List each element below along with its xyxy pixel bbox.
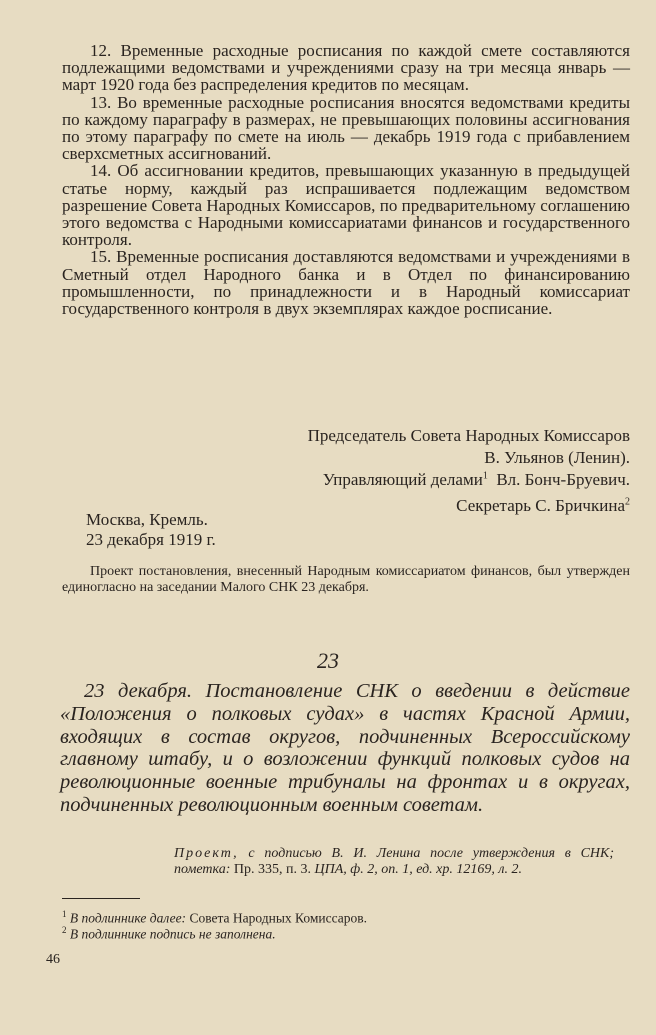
place: Москва, Кремль.: [86, 510, 208, 529]
manager-name: Вл. Бонч-Бруевич.: [496, 470, 630, 489]
source-spaced: Проект,: [174, 846, 239, 861]
footnote-1-text: Совета Народных Комиссаров.: [186, 910, 368, 926]
chairman-name: В. Ульянов (Ленин).: [484, 448, 630, 467]
document-heading: 23 декабря. Постановление СНК о введении в действие «Положения о полковых судах» в частях Красной Армии, входящих в состав округов, подчиненных Всероссийскому главному штабу, и о возложении функций полковых судов на революционные военные трибуналы на фронтах и в округах, подчиненных революционным военным советам.: [60, 680, 630, 816]
footnote-divider: [62, 898, 140, 899]
footnote-ref-2: 2: [625, 496, 630, 508]
manager-line: [323, 470, 630, 490]
paragraph-13: 13. Во временные расходные росписания вносятся ведомствами кредиты по каждому параграфу в размерах, не превышающих половины ассигнования по этому параграфу по смете на июль — декабрь 1919 года с прибавлением сверхсметных ассигнований.: [62, 92, 630, 164]
paragraph-15: 15. Временные росписания доставляются ведомствами и учреждениями в Сметный отдел Народного банка и в Отдел по финансированию промышленности, по принадлежности и в Народный комиссариат государственного контроля в двух экземплярах каждое росписание.: [62, 247, 630, 319]
source-reference: [174, 846, 614, 877]
footnote-1-number: 1: [62, 909, 67, 919]
source-italic-1: с подписью В. И. Ленина после утверждения в СНК; пометка:: [174, 846, 614, 877]
source-plain: Пр. 335, п. 3.: [230, 861, 312, 877]
chairman-title: Председатель Совета Народных Комиссаров: [307, 426, 630, 445]
source-italic-2: ЦПА, ф. 2, оп. 1, ед. хр. 12169, л. 2.: [311, 861, 522, 877]
body-text: [62, 42, 630, 317]
document-number: 23: [317, 648, 339, 673]
secretary-line: [456, 496, 630, 516]
paragraph-12: 12. Временные расходные росписания по каждой смете составляются подлежащими ведомствами и учреждениями сразу на три месяца январь — март 1920 года без распределения кредитов по месяцам.: [62, 41, 630, 95]
footnote-2-number: 2: [62, 925, 67, 935]
date: 23 декабря 1919 г.: [86, 530, 216, 549]
adoption-note: Проект постановления, внесенный Народным комиссариатом финансов, был утвержден единогласно на заседании Малого СНК 23 декабря.: [62, 564, 630, 595]
footnote-2: [62, 922, 276, 943]
paragraph-14: 14. Об ассигновании кредитов, превышающих указанную в предыдущей статье норму, каждый раз испрашивается подлежащим ведомством разрешение Совета Народных Комиссаров, по предварительному соглашению этого ведомства с Народными комиссариатами финансов и государственного контроля.: [62, 161, 630, 250]
secretary-signature: Секретарь С. Бричкина: [456, 496, 625, 515]
page-number: 46: [46, 952, 60, 967]
footnote-ref-1: 1: [482, 470, 488, 482]
manager-title: Управляющий делами: [322, 470, 483, 489]
footnote-2-italic: В подлиннике подпись не заполнена.: [69, 926, 276, 942]
footnote-1-italic: В подлиннике далее:: [69, 910, 187, 926]
